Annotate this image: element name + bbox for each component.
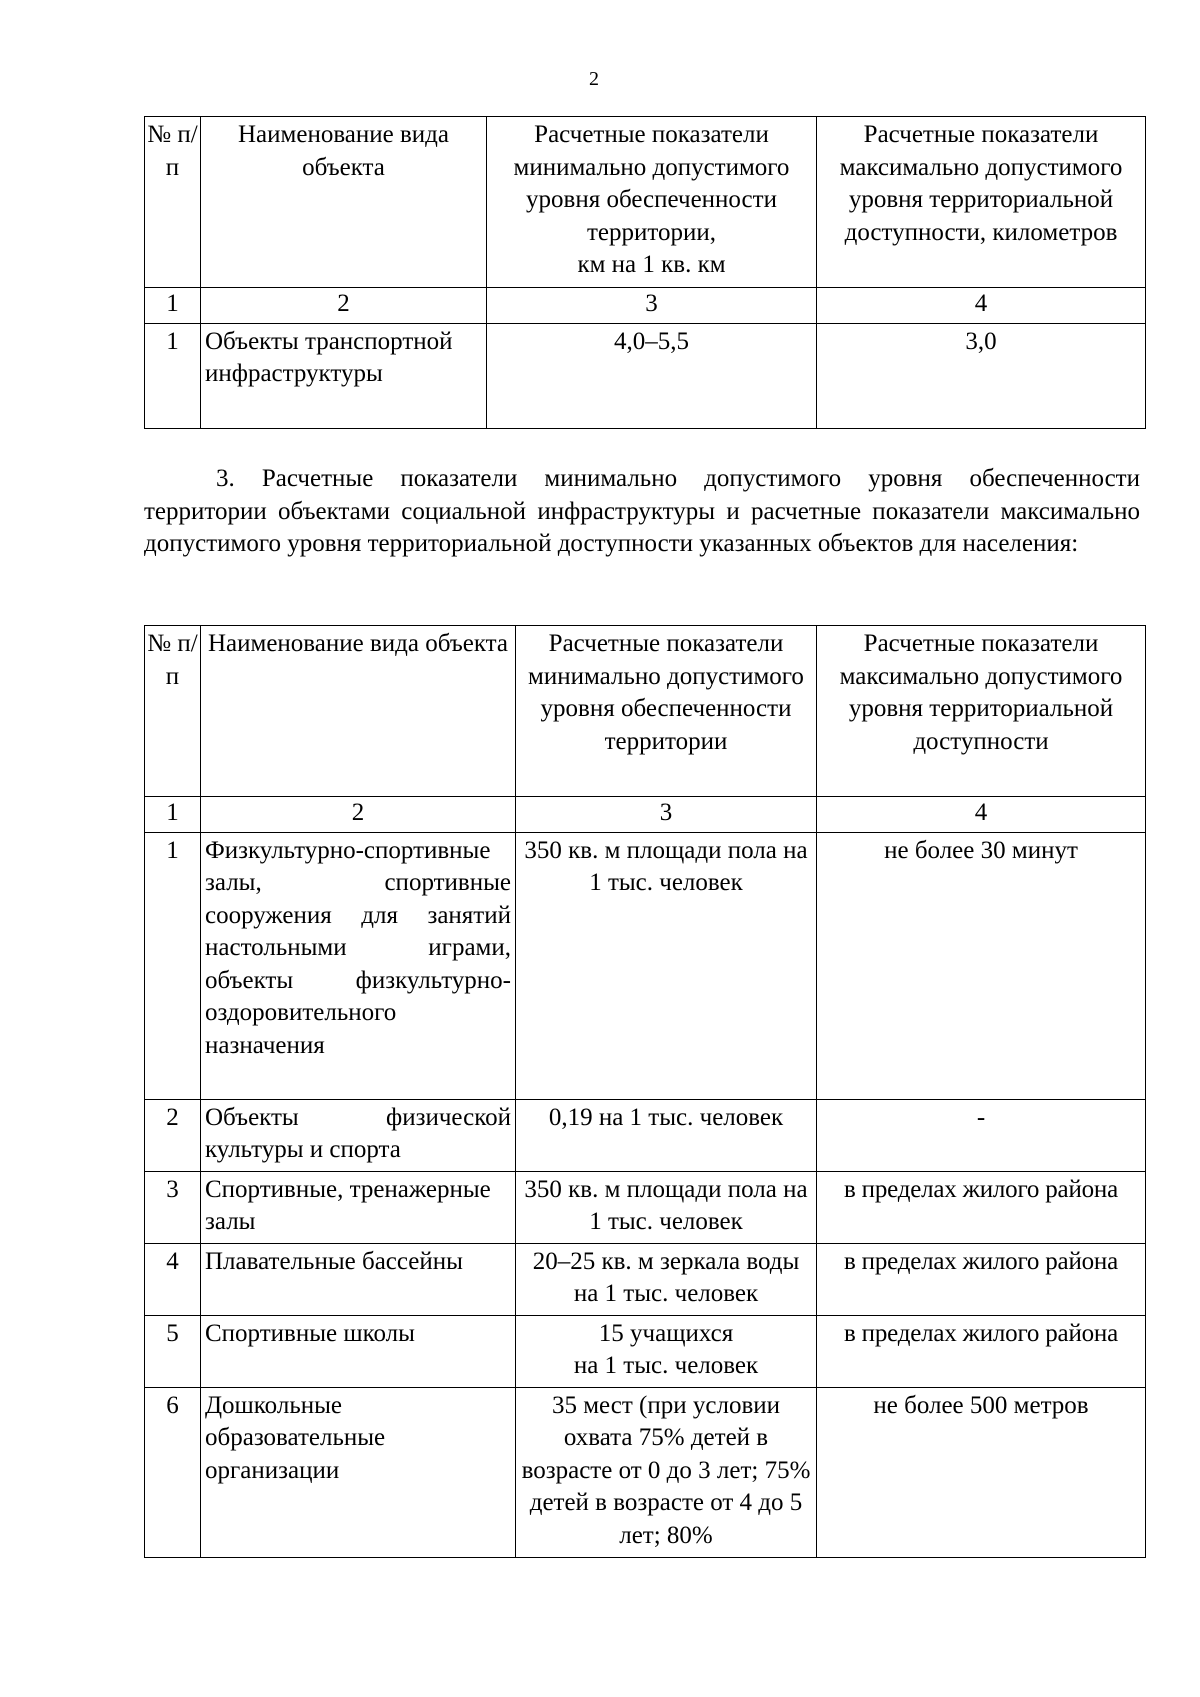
header-max-accessibility: Расчетные показатели максимально допустимого уровня территориальной доступности xyxy=(817,626,1146,797)
page-number: 2 xyxy=(589,68,599,90)
header-min-provision: Расчетные показатели минимально допустимого уровня обеспеченности территории xyxy=(516,626,817,797)
section-3-paragraph: 3. Расчетные показатели минимально допустимого уровня обеспеченности территории объектами социальной инфраструктуры и расчетные показатели максимально допустимого уровня территориальной доступности указанных объектов для населения: xyxy=(144,465,1140,557)
object-type-cell: Физкультурно-спортивные залы, спортивные сооружения для занятий настольными играми, объекты физкультурно-оздоровительного назначения xyxy=(201,832,516,1099)
column-number: 2 xyxy=(201,288,487,324)
transport-infrastructure-table xyxy=(144,116,1146,429)
column-number: 3 xyxy=(487,288,817,324)
row-number: 5 xyxy=(145,1315,201,1387)
min-provision-cell: 0,19 на 1 тыс. человек xyxy=(516,1099,817,1171)
max-accessibility-cell: 3,0 xyxy=(817,323,1146,428)
column-number: 4 xyxy=(817,797,1146,833)
object-type-cell: Дошкольные образовательные организации xyxy=(201,1387,516,1557)
min-provision-text: 15 учащихся на 1 тыс. человек xyxy=(573,1319,759,1379)
row-number: 1 xyxy=(145,832,201,1099)
header-min-provision-text: Расчетные показатели минимально допустимого уровня обеспеченности территории, км на 1 кв. км xyxy=(513,121,790,278)
object-type-cell: Объекты транспортной инфраструктуры xyxy=(201,323,487,428)
max-accessibility-cell: в пределах жилого района xyxy=(817,1243,1146,1315)
header-min-provision xyxy=(487,117,817,288)
object-type-cell: Объекты физической культуры и спорта xyxy=(201,1099,516,1171)
header-object-type: Наименование вида объекта xyxy=(201,626,516,797)
object-type-cell: Спортивные школы xyxy=(201,1315,516,1387)
min-provision-cell: 4,0–5,5 xyxy=(487,323,817,428)
max-accessibility-cell: в пределах жилого района xyxy=(817,1315,1146,1387)
table-row xyxy=(145,832,1146,1099)
table-row xyxy=(145,323,1146,428)
max-accessibility-cell: - xyxy=(817,1099,1146,1171)
social-infrastructure-table xyxy=(144,625,1146,1558)
min-provision-cell: 350 кв. м площади пола на 1 тыс. человек xyxy=(516,1171,817,1243)
column-number-row xyxy=(145,288,1146,324)
table-header-row xyxy=(145,626,1146,797)
header-number: № п/п xyxy=(145,626,201,797)
column-number: 1 xyxy=(145,797,201,833)
column-number: 4 xyxy=(817,288,1146,324)
object-type-cell: Спортивные, тренажерные залы xyxy=(201,1171,516,1243)
column-number: 3 xyxy=(516,797,817,833)
table-row xyxy=(145,1171,1146,1243)
min-provision-cell: 35 мест (при условии охвата 75% детей в возрасте от 0 до 3 лет; 75% детей в возрасте от 4 до 5 лет; 80% xyxy=(516,1387,817,1557)
max-accessibility-cell: в пределах жилого района xyxy=(817,1171,1146,1243)
row-number: 4 xyxy=(145,1243,201,1315)
max-accessibility-cell: не более 30 минут xyxy=(817,832,1146,1099)
max-accessibility-cell: не более 500 метров xyxy=(817,1387,1146,1557)
table-row xyxy=(145,1099,1146,1171)
min-provision-cell: 350 кв. м площади пола на 1 тыс. человек xyxy=(516,832,817,1099)
column-number: 1 xyxy=(145,288,201,324)
object-type-cell: Плавательные бассейны xyxy=(201,1243,516,1315)
min-provision-cell xyxy=(516,1315,817,1387)
column-number-row xyxy=(145,797,1146,833)
row-number: 2 xyxy=(145,1099,201,1171)
column-number: 2 xyxy=(201,797,516,833)
table-row xyxy=(145,1387,1146,1557)
row-number: 6 xyxy=(145,1387,201,1557)
row-number: 1 xyxy=(145,323,201,428)
min-provision-cell: 20–25 кв. м зеркала воды на 1 тыс. человек xyxy=(516,1243,817,1315)
header-object-type: Наименование вида объекта xyxy=(201,117,487,288)
header-number: № п/п xyxy=(145,117,201,288)
table-row xyxy=(145,1315,1146,1387)
header-max-accessibility: Расчетные показатели максимально допустимого уровня территориальной доступности, километров xyxy=(817,117,1146,288)
row-number: 3 xyxy=(145,1171,201,1243)
table-header-row xyxy=(145,117,1146,288)
table-row xyxy=(145,1243,1146,1315)
